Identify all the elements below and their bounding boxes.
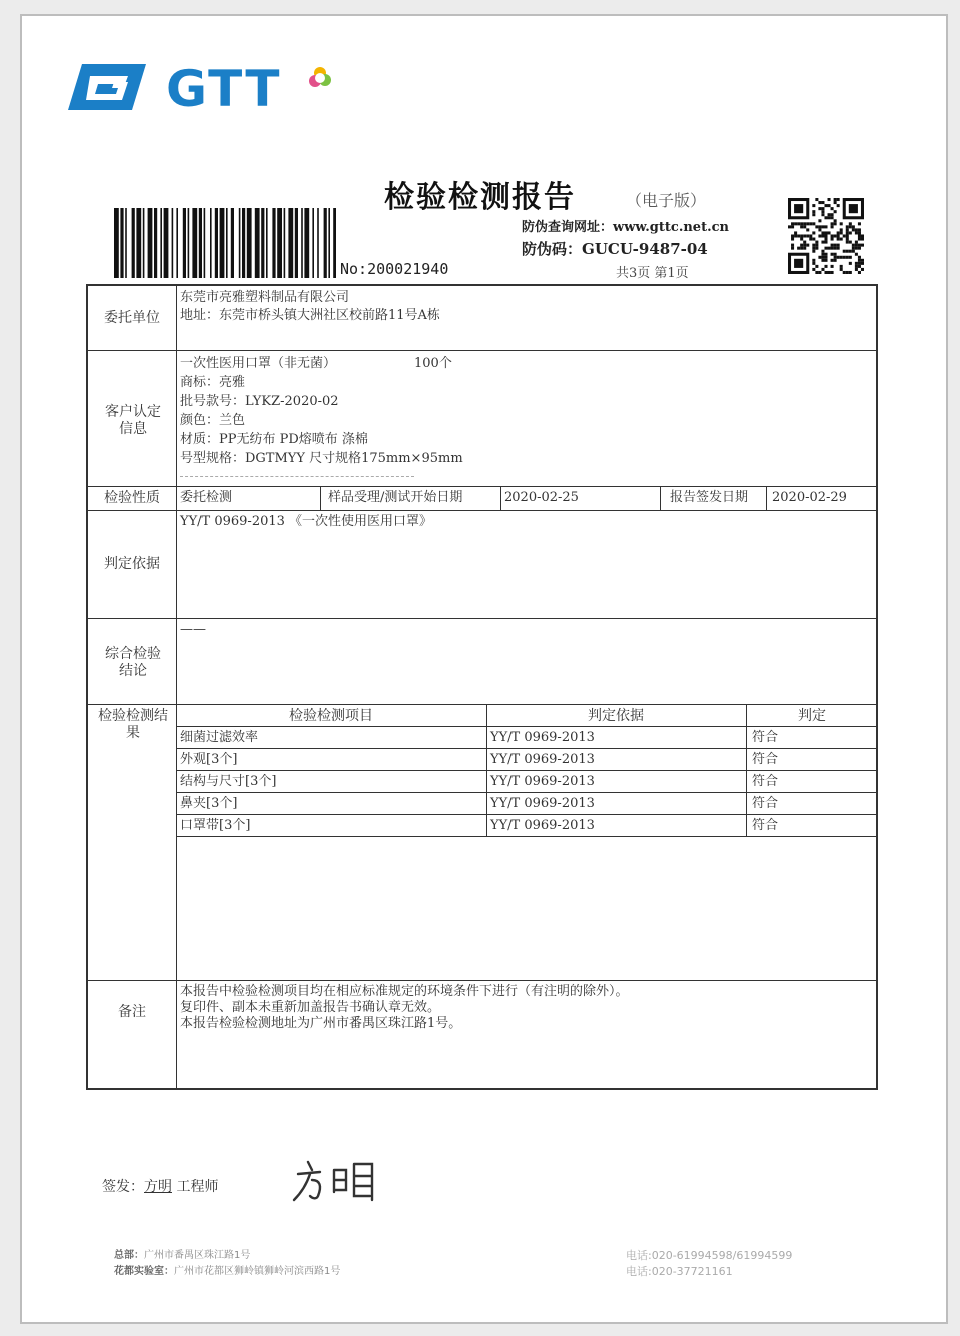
logo-flower-icon: [306, 64, 334, 92]
nature-label: 检验性质: [104, 490, 160, 506]
product-model: 号型规格：DGTMYY 尺寸规格175mm×95mm: [180, 451, 463, 466]
footer-addresses: 总部：广州市番禺区珠江路1号 花都实验室：广州市花都区狮岭镇狮岭河滨西路1号: [114, 1250, 341, 1277]
report-table: [86, 284, 878, 1090]
customer-info-label: 客户认定信息: [105, 404, 161, 437]
remark-line: 复印件、副本未重新加盖报告书确认章无效。: [180, 1000, 441, 1015]
product-color: 颜色：兰色: [180, 413, 246, 428]
table-row-item: 结构与尺寸[3个]: [180, 774, 277, 789]
product-name: 一次性医用口罩（非无菌）: [180, 356, 337, 371]
conclusion-label: 综合检验结论: [105, 646, 161, 679]
client-name: 东莞市亮雅塑料制品有限公司: [180, 290, 350, 305]
nature-value: 委托检测: [180, 490, 233, 505]
divider: [180, 476, 414, 477]
remarks-label: 备注: [118, 1004, 146, 1020]
table-row-basis: YY/T 0969-2013: [490, 796, 595, 811]
basis-label: 判定依据: [104, 556, 160, 572]
report-title: 检验检测报告: [384, 180, 576, 215]
start-date: 2020-02-25: [504, 490, 579, 505]
table-row-basis: YY/T 0969-2013: [490, 818, 595, 833]
signoff: 签发：方明 工程师: [102, 1179, 219, 1195]
verify-code: 防伪码：GUCU-9487-04: [522, 240, 708, 258]
product-batch: 批号款号：LYKZ-2020-02: [180, 394, 339, 409]
table-row-verdict: 符合: [752, 730, 779, 745]
table-row-item: 细菌过滤效率: [180, 730, 259, 745]
table-row-verdict: 符合: [752, 818, 779, 833]
basis-value: YY/T 0969-2013 《一次性使用医用口罩》: [180, 514, 433, 529]
results-header-item: 检验检测项目: [289, 708, 373, 724]
table-row-verdict: 符合: [752, 752, 779, 767]
product-brand: 商标：亮雅: [180, 375, 246, 390]
table-row-item: 口罩带[3个]: [180, 818, 251, 833]
signer-role: 工程师: [176, 1179, 219, 1195]
handwritten-signature-icon: [290, 1156, 380, 1206]
results-header-verdict: 判定: [798, 708, 826, 724]
conclusion-value: ——: [180, 622, 206, 637]
gtt-logo-icon: [68, 62, 146, 112]
barcode-icon: [114, 208, 336, 278]
logo-text: GTT: [166, 60, 282, 118]
report-page: [20, 14, 948, 1324]
product-quantity: 100个: [414, 356, 452, 371]
table-row-verdict: 符合: [752, 774, 779, 789]
client-address: 地址：东莞市桥头镇大洲社区校前路11号A栋: [180, 308, 440, 323]
table-row-basis: YY/T 0969-2013: [490, 752, 595, 767]
results-label: 检验检测结果: [98, 708, 168, 741]
table-row-item: 鼻夹[3个]: [180, 796, 238, 811]
issue-date: 2020-02-29: [772, 490, 847, 505]
edition-label: （电子版）: [626, 191, 707, 210]
page-info: 共3页 第1页: [616, 266, 689, 281]
client-label: 委托单位: [104, 310, 160, 326]
remark-line: 本报告检验检测地址为广州市番禺区珠江路1号。: [180, 1016, 462, 1031]
start-date-label: 样品受理/测试开始日期: [328, 490, 463, 505]
table-row-basis: YY/T 0969-2013: [490, 730, 595, 745]
issue-date-label: 报告签发日期: [670, 490, 749, 505]
signer-name: 方明: [144, 1179, 172, 1195]
table-row-verdict: 符合: [752, 796, 779, 811]
product-material: 材质：PP无纺布 PD熔喷布 涤棉: [180, 432, 368, 447]
results-header-basis: 判定依据: [588, 708, 644, 724]
verify-url: 防伪查询网址：www.gttc.net.cn: [522, 220, 729, 235]
footer-phones: 电话:020-61994598/61994599 电话:020-37721161: [626, 1249, 793, 1278]
qr-code-icon: [788, 198, 864, 274]
table-row-basis: YY/T 0969-2013: [490, 774, 595, 789]
remark-line: 本报告中检验检测项目均在相应标准规定的环境条件下进行（有注明的除外）。: [180, 984, 629, 999]
table-row-item: 外观[3个]: [180, 752, 238, 767]
report-number: No:200021940: [340, 260, 449, 278]
